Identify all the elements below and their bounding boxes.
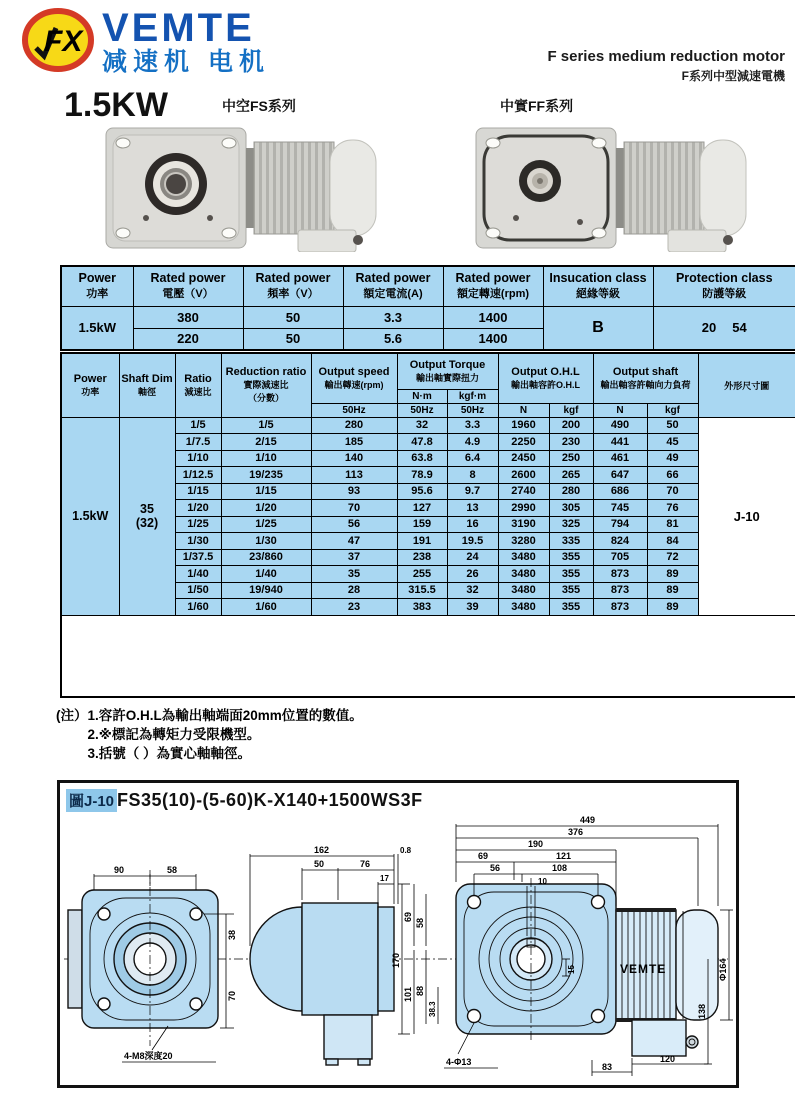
spec-cell: 32 [447,582,498,599]
col-speed: Rated power 額定轉速(rpm) [443,266,543,306]
spec-cell: 19.5 [447,533,498,550]
brand-name: VEMTE [102,6,255,50]
spec-cell: 873 [593,599,647,616]
spec-cell: 686 [593,483,647,500]
spec-cell: 1/15 [221,483,311,500]
spec-cell: 45 [647,434,698,451]
motor-side [616,908,718,1056]
spec-cell: 24 [447,549,498,566]
dim-holes-note: 4-Φ13 [446,1057,472,1067]
spec-cell: 140 [311,450,397,467]
ohl-n: N [498,403,549,417]
dim-d164: Φ164 [718,958,728,981]
spec-cell: 355 [549,582,593,599]
spec-cell: 315.5 [397,582,447,599]
spec-cell: 745 [593,500,647,517]
dim-138: 138 [697,1003,707,1019]
spec-cell: 39 [447,599,498,616]
spec-cell: 3.3 [447,417,498,434]
dim-101: 101 [403,986,413,1002]
drawing-canvas [62,812,734,1082]
spec-cell: 35 (32) [119,417,175,615]
dimension-drawing [57,780,739,1088]
spec-cell: 76 [647,500,698,517]
spec-cell: 4.9 [447,434,498,451]
dim-121: 121 [556,851,572,861]
dim-69b: 69 [478,851,489,861]
dim-88: 88 [415,985,425,996]
spec-cell: 50 [647,417,698,434]
spec-cell: 1/40 [221,566,311,583]
col-insulation: Insucation class 絕緣等級 [543,266,653,306]
dim-90: 90 [114,865,125,875]
spec-cell: 56 [311,516,397,533]
voltage-220: 220 [133,328,243,350]
spec-cell: 9.7 [447,483,498,500]
spec-cell: 3480 [498,549,549,566]
dim-170: 170 [391,952,401,968]
speed-hz: 50Hz [311,403,397,417]
notes-prefix: (注） [56,708,88,723]
spec-header-row1 [61,353,795,389]
spec-row [61,417,795,434]
spec-cell: 159 [397,516,447,533]
drawing-title [60,783,736,812]
spec-cell: 461 [593,450,647,467]
dim-383: 38.3 [428,1001,437,1017]
speed-1400b: 1400 [443,328,543,350]
spec-empty-area [61,615,795,697]
spec-cell: J-10 [698,417,795,615]
col-ratio: Ratio 減速比 [175,353,221,417]
spec-cell: 2740 [498,483,549,500]
spec-cell: 23 [311,599,397,616]
spec-cell: 441 [593,434,647,451]
dim-08: 0.8 [400,846,412,855]
spec-cell: 23/860 [221,549,311,566]
spec-cell: 70 [647,483,698,500]
dim-449: 449 [580,815,596,825]
spec-cell: 280 [311,417,397,434]
spec-cell: 13 [447,500,498,517]
spec-table [60,352,795,698]
spec-cell: 70 [311,500,397,517]
freq-50b: 50 [243,328,343,350]
brand-block [102,8,270,76]
spec-cell: 705 [593,549,647,566]
spec-cell: 1/25 [221,516,311,533]
drawing-side-view [250,845,412,1065]
current-56: 5.6 [343,328,443,350]
header [22,8,270,76]
series-title-zh: F系列中型減速電機 [681,69,785,83]
spec-cell: 1/12.5 [175,467,221,484]
spec-cell: 191 [397,533,447,550]
notes [56,706,363,763]
series-label-fs: 中空FS系列 [222,98,296,114]
spec-cell: 1/40 [175,566,221,583]
spec-cell: 8 [447,467,498,484]
spec-cell: 93 [311,483,397,500]
spec-cell: 200 [549,417,593,434]
spec-cell: 873 [593,582,647,599]
drawing-front-view [444,815,733,1076]
series-label-ff: 中實FF系列 [500,98,574,114]
col-output-torque: Output Torque 輸出軸實際扭力 [397,353,498,389]
spec-cell: 1/50 [175,582,221,599]
series-title [547,48,785,84]
protection-class: 20 54 [653,306,795,350]
spec-cell: 1/5 [175,417,221,434]
dim-tap-note: 4-M8深度20 [124,1051,173,1061]
dim-58: 58 [167,865,178,875]
spec-cell: 1/30 [175,533,221,550]
spec-cell: 95.6 [397,483,447,500]
dim-190: 190 [528,839,544,849]
col-axial-load: Output shaft 輸出軸容許軸向力負荷 [593,353,698,403]
vemte-logo-icon [22,8,94,72]
torque-hz1: 50Hz [397,403,447,417]
spec-cell: 873 [593,566,647,583]
spec-table-body [61,417,795,615]
spec-cell: 72 [647,549,698,566]
product-photo-fs [98,126,398,252]
product-photo-ff [468,126,768,252]
spec-cell: 1/20 [221,500,311,517]
spec-cell: 2600 [498,467,549,484]
dim-38: 38 [227,929,237,940]
dim-70: 70 [227,990,237,1001]
spec-cell: 824 [593,533,647,550]
series-title-en: F series medium reduction motor [547,48,785,65]
dim-376: 376 [568,827,584,837]
spec-cell: 89 [647,566,698,583]
spec-cell: 647 [593,467,647,484]
col-power: Power 功率 [61,266,133,306]
dim-76: 76 [360,859,371,869]
dim-120: 120 [660,1054,676,1064]
spec-cell: 6.4 [447,450,498,467]
spec-cell: 2450 [498,450,549,467]
col-output-speed: Output speed 輸出轉速(rpm) [311,353,397,403]
spec-cell: 383 [397,599,447,616]
dim-50: 50 [314,859,325,869]
voltage-380: 380 [133,306,243,328]
spec-cell: 238 [397,549,447,566]
spec-cell: 1960 [498,417,549,434]
dim-108: 108 [552,863,568,873]
col-power2: Power 功率 [61,353,119,417]
power-table [60,265,795,351]
power-value: 1.5kW [61,306,133,350]
spec-cell: 1/30 [221,533,311,550]
speed-1400: 1400 [443,306,543,328]
spec-cell: 325 [549,516,593,533]
spec-cell: 490 [593,417,647,434]
spec-cell: 66 [647,467,698,484]
dim-162: 162 [314,845,330,855]
spec-cell: 28 [311,582,397,599]
spec-cell: 2250 [498,434,549,451]
freq-50: 50 [243,306,343,328]
note-line-3: 3.括號（ ）為實心軸軸徑。 [87,746,252,761]
spec-cell: 355 [549,549,593,566]
spec-cell: 19/940 [221,582,311,599]
note-line-1: 1.容許O.H.L為輸出軸端面20mm位置的數值。 [87,708,363,723]
spec-cell: 3480 [498,582,549,599]
spec-cell: 16 [447,516,498,533]
spec-cell: 255 [397,566,447,583]
power-table-header-row [61,266,795,306]
dim-10: 10 [538,877,547,886]
spec-cell: 81 [647,516,698,533]
spec-cell: 78.9 [397,467,447,484]
dim-69: 69 [403,911,413,922]
spec-cell: 305 [549,500,593,517]
spec-cell: 794 [593,516,647,533]
spec-cell: 230 [549,434,593,451]
spec-cell: 185 [311,434,397,451]
spec-cell: 250 [549,450,593,467]
col-ohl: Output O.H.L 輸出軸容許O.H.L [498,353,593,403]
col-protection: Protection class 防護等級 [653,266,795,306]
spec-cell: 1/10 [175,450,221,467]
insulation-class: B [543,306,653,350]
dim-17: 17 [380,874,389,883]
torque-hz2: 50Hz [447,403,498,417]
spec-cell: 1/60 [221,599,311,616]
spec-cell: 2990 [498,500,549,517]
col-figure: 外形尺寸圖 [698,353,795,417]
spec-cell: 37 [311,549,397,566]
spec-cell: 19/235 [221,467,311,484]
dim-58b: 58 [415,917,425,928]
spec-cell: 35 [311,566,397,583]
spec-cell: 3480 [498,566,549,583]
unit-kgfm: kgf·m [447,389,498,403]
spec-cell: 49 [647,450,698,467]
drawing-left-view [68,865,237,1062]
spec-cell: 280 [549,483,593,500]
spec-cell: 127 [397,500,447,517]
unit-nm: N·m [397,389,447,403]
model-code: FS35(10)-(5-60)K-X140+1500WS3F [117,790,423,810]
spec-cell: 355 [549,566,593,583]
axial-n: N [593,403,647,417]
spec-cell: 1/20 [175,500,221,517]
spec-cell: 3190 [498,516,549,533]
spec-cell: 32 [397,417,447,434]
spec-cell: 2/15 [221,434,311,451]
svg-text:FX: FX [44,25,83,58]
col-shaft-dim: Shaft Dim 軸徑 [119,353,175,417]
spec-cell: 1.5kW [61,417,119,615]
col-reduction-ratio: Reduction ratio 實際減速比 （分數） [221,353,311,417]
drawing-vertical-dims [391,884,438,1034]
spec-cell: 113 [311,467,397,484]
power-rating: 1.5KW [64,86,168,124]
spec-cell: 1/60 [175,599,221,616]
spec-cell: 47.8 [397,434,447,451]
spec-cell: 1/25 [175,516,221,533]
spec-cell: 3480 [498,599,549,616]
note-line-2: 2.※標記為轉矩力受限機型。 [87,727,261,742]
motor-brand-text: VEMTE [620,962,667,976]
spec-cell: 1/10 [221,450,311,467]
axial-kgf: kgf [647,403,698,417]
brand-subtitle: 减速机 电机 [102,48,270,76]
spec-cell: 89 [647,582,698,599]
spec-cell: 1/37.5 [175,549,221,566]
spec-cell: 47 [311,533,397,550]
spec-cell: 355 [549,599,593,616]
spec-cell: 335 [549,533,593,550]
current-33: 3.3 [343,306,443,328]
spec-cell: 1/5 [221,417,311,434]
dim-15: 15 [567,965,576,974]
col-current: Rated power 額定電流(A) [343,266,443,306]
figure-label: 圖J-10 [66,789,117,812]
dim-56: 56 [490,863,501,873]
spec-cell: 1/15 [175,483,221,500]
col-voltage: Rated power 電壓（V） [133,266,243,306]
spec-cell: 63.8 [397,450,447,467]
spec-cell: 3280 [498,533,549,550]
spec-cell: 84 [647,533,698,550]
spec-cell: 89 [647,599,698,616]
col-frequency: Rated power 頻率（V） [243,266,343,306]
spec-cell: 265 [549,467,593,484]
power-row-380 [61,306,795,328]
ohl-kgf: kgf [549,403,593,417]
spec-cell: 1/7.5 [175,434,221,451]
dim-83: 83 [602,1062,613,1072]
spec-cell: 26 [447,566,498,583]
